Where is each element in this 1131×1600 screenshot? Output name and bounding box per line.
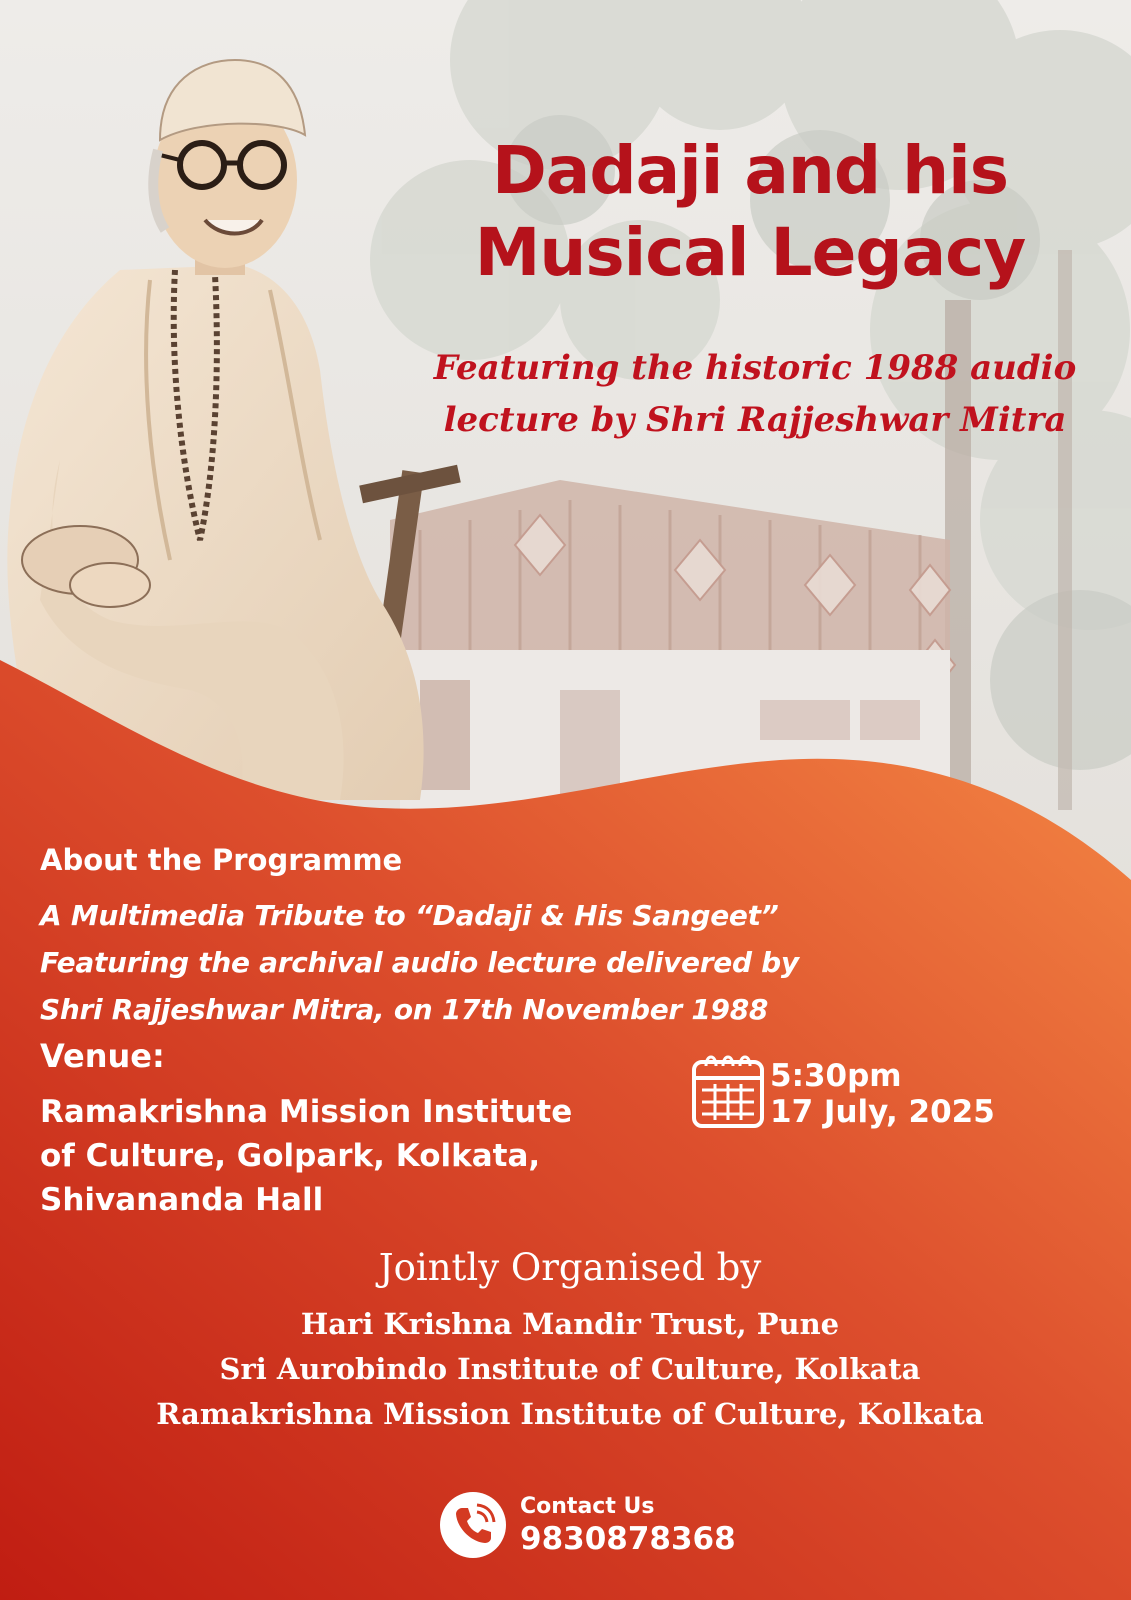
title-line-1: Dadaji and his — [492, 132, 1008, 209]
event-time: 5:30pm — [770, 1058, 902, 1094]
title-line-2: Musical Legacy — [474, 214, 1026, 291]
poster-subtitle — [410, 342, 1100, 446]
contact-number[interactable]: 9830878368 — [520, 1521, 736, 1557]
about-line: A Multimedia Tribute to “Dadaji & His Sangeet” — [40, 899, 779, 932]
event-date: 17 July, 2025 — [770, 1094, 995, 1130]
about-heading: About the Programme — [40, 843, 403, 877]
venue-address — [40, 1090, 680, 1222]
about-section — [40, 842, 940, 1033]
about-line: Featuring the archival audio lecture delivered by — [40, 946, 799, 979]
contact-label: Contact Us — [520, 1494, 655, 1519]
venue-line: of Culture, Golpark, Kolkata, — [40, 1138, 541, 1174]
subtitle-line-1: Featuring the historic 1988 audio — [433, 348, 1077, 388]
subtitle-line-2: lecture by Shri Rajjeshwar Mitra — [443, 400, 1067, 440]
contact-section — [440, 1492, 760, 1562]
venue-line: Shivananda Hall — [40, 1182, 324, 1218]
phone-icon — [440, 1492, 506, 1558]
organiser-item: Sri Aurobindo Institute of Culture, Kolkata — [219, 1352, 921, 1386]
schedule-section — [690, 1050, 1110, 1140]
poster-title — [400, 130, 1100, 294]
about-line: Shri Rajjeshwar Mitra, on 17th November 1988 — [40, 993, 769, 1026]
organisers-heading: Jointly Organised by — [378, 1246, 762, 1289]
venue-line: Ramakrishna Mission Institute — [40, 1094, 573, 1130]
calendar-icon — [690, 1050, 766, 1130]
organiser-item: Hari Krishna Mandir Trust, Pune — [300, 1307, 840, 1341]
organisers-section — [80, 1240, 1060, 1437]
organiser-item: Ramakrishna Mission Institute of Culture, Kolkata — [156, 1397, 984, 1431]
venue-section — [40, 1036, 680, 1222]
venue-heading: Venue: — [40, 1037, 165, 1075]
